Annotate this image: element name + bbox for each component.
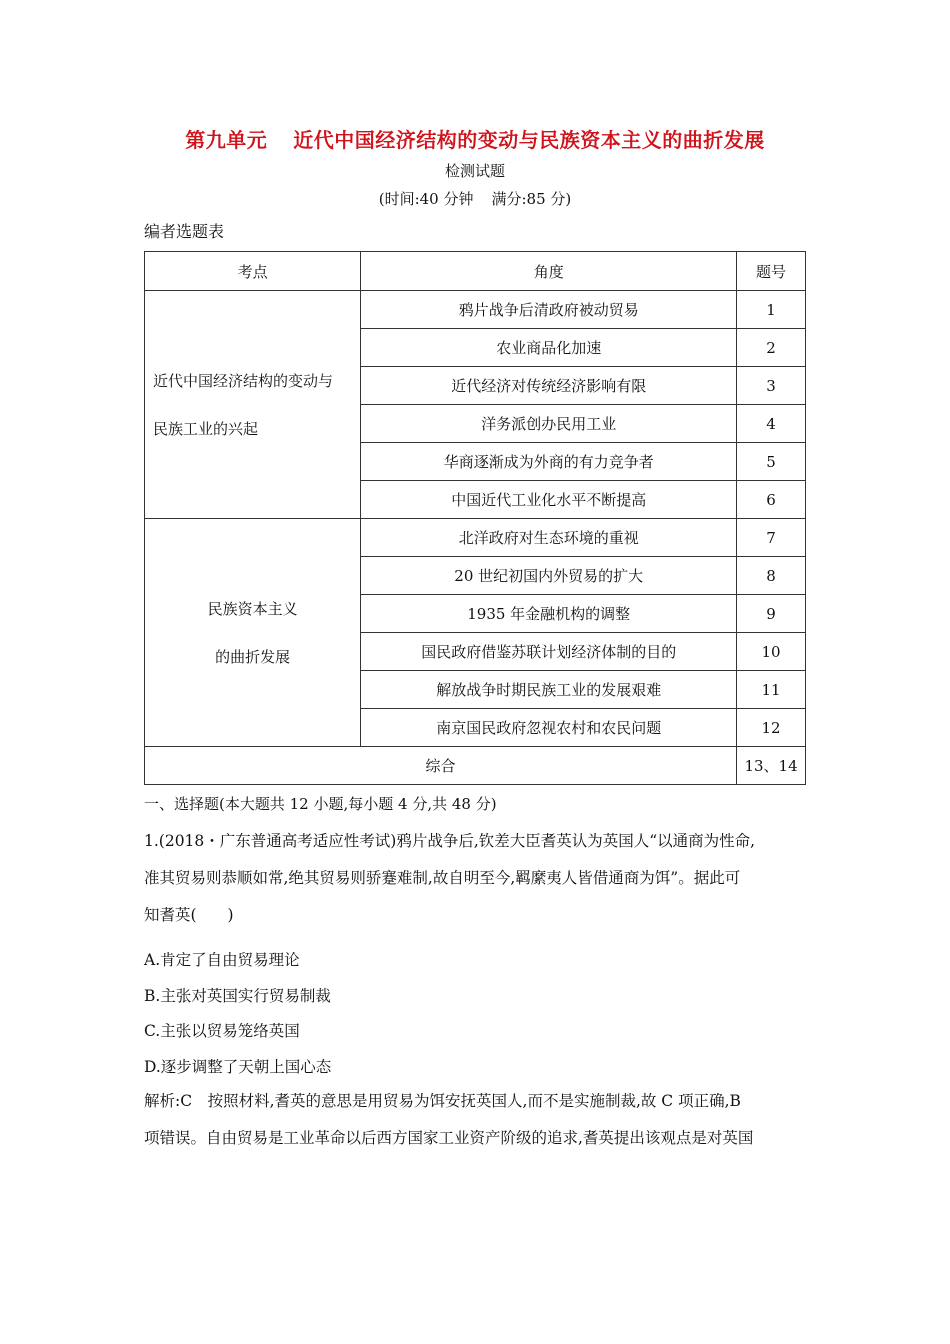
option-d: D.逐步调整了天朝上国心态 [144, 1058, 332, 1076]
angle-cell: 鸦片战争后清政府被动贸易 [361, 291, 737, 329]
number-cell: 12 [737, 709, 806, 747]
unit-label: 第九单元 [185, 128, 268, 152]
knowledge-point-1: 近代中国经济结构的变动与 民族工业的兴起 [145, 291, 361, 519]
selection-table [144, 251, 806, 785]
summary-number: 13、14 [737, 747, 806, 785]
table-header-row [145, 252, 806, 291]
number-cell: 6 [737, 481, 806, 519]
number-cell: 9 [737, 595, 806, 633]
number-cell: 10 [737, 633, 806, 671]
summary-row [145, 747, 806, 785]
angle-cell: 1935 年金融机构的调整 [361, 595, 737, 633]
option-c: C.主张以贸易笼络英国 [144, 1022, 300, 1040]
header-knowledge-point: 考点 [145, 252, 361, 291]
angle-cell: 国民政府借鉴苏联计划经济体制的目的 [361, 633, 737, 671]
angle-cell: 中国近代工业化水平不断提高 [361, 481, 737, 519]
question-1 [144, 823, 814, 934]
analysis [144, 1083, 814, 1157]
angle-cell: 南京国民政府忽视农村和农民问题 [361, 709, 737, 747]
time-score-line [0, 188, 950, 209]
angle-cell: 洋务派创办民用工业 [361, 405, 737, 443]
table-row [145, 519, 806, 557]
section-title: 一、选择题(本大题共 12 小题,每小题 4 分,共 48 分) [144, 795, 497, 813]
page-title [0, 124, 950, 153]
option-b: B.主张对英国实行贸易制裁 [144, 987, 331, 1005]
question-line: 1.(2018・广东普通高考适应性考试)鸦片战争后,钦差大臣耆英认为英国人“以通商为性命, [144, 832, 756, 850]
time-limit: (时间:40 分钟 [378, 190, 474, 208]
header-question-number: 题号 [737, 252, 806, 291]
angle-cell: 近代经济对传统经济影响有限 [361, 367, 737, 405]
number-cell: 1 [737, 291, 806, 329]
number-cell: 2 [737, 329, 806, 367]
angle-cell: 农业商品化加速 [361, 329, 737, 367]
header-angle: 角度 [361, 252, 737, 291]
number-cell: 7 [737, 519, 806, 557]
number-cell: 5 [737, 443, 806, 481]
summary-label: 综合 [145, 747, 737, 785]
analysis-line: 解析:C 按照材料,耆英的意思是用贸易为饵安抚英国人,而不是实施制裁,故 C 项正确,B [144, 1092, 741, 1110]
option-a: A.肯定了自由贸易理论 [144, 951, 300, 969]
knowledge-point-2: 民族资本主义 的曲折发展 [145, 519, 361, 747]
number-cell: 11 [737, 671, 806, 709]
angle-cell: 北洋政府对生态环境的重视 [361, 519, 737, 557]
analysis-line: 项错误。自由贸易是工业革命以后西方国家工业资产阶级的追求,耆英提出该观点是对英国 [144, 1129, 754, 1147]
page-subtitle: 检测试题 [444, 162, 505, 180]
number-cell: 3 [737, 367, 806, 405]
angle-cell: 20 世纪初国内外贸易的扩大 [361, 557, 737, 595]
editor-table-label: 编者选题表 [144, 222, 225, 241]
angle-cell: 解放战争时期民族工业的发展艰难 [361, 671, 737, 709]
full-score: 满分:85 分) [491, 190, 572, 208]
number-cell: 4 [737, 405, 806, 443]
unit-topic: 近代中国经济结构的变动与民族资本主义的曲折发展 [293, 128, 765, 152]
table-row [145, 291, 806, 329]
number-cell: 8 [737, 557, 806, 595]
question-line: 知耆英( ) [144, 906, 234, 924]
angle-cell: 华商逐渐成为外商的有力竞争者 [361, 443, 737, 481]
question-line: 准其贸易则恭顺如常,绝其贸易则骄蹇难制,故自明至今,羁縻夷人皆借通商为饵”。据此可 [144, 869, 741, 887]
